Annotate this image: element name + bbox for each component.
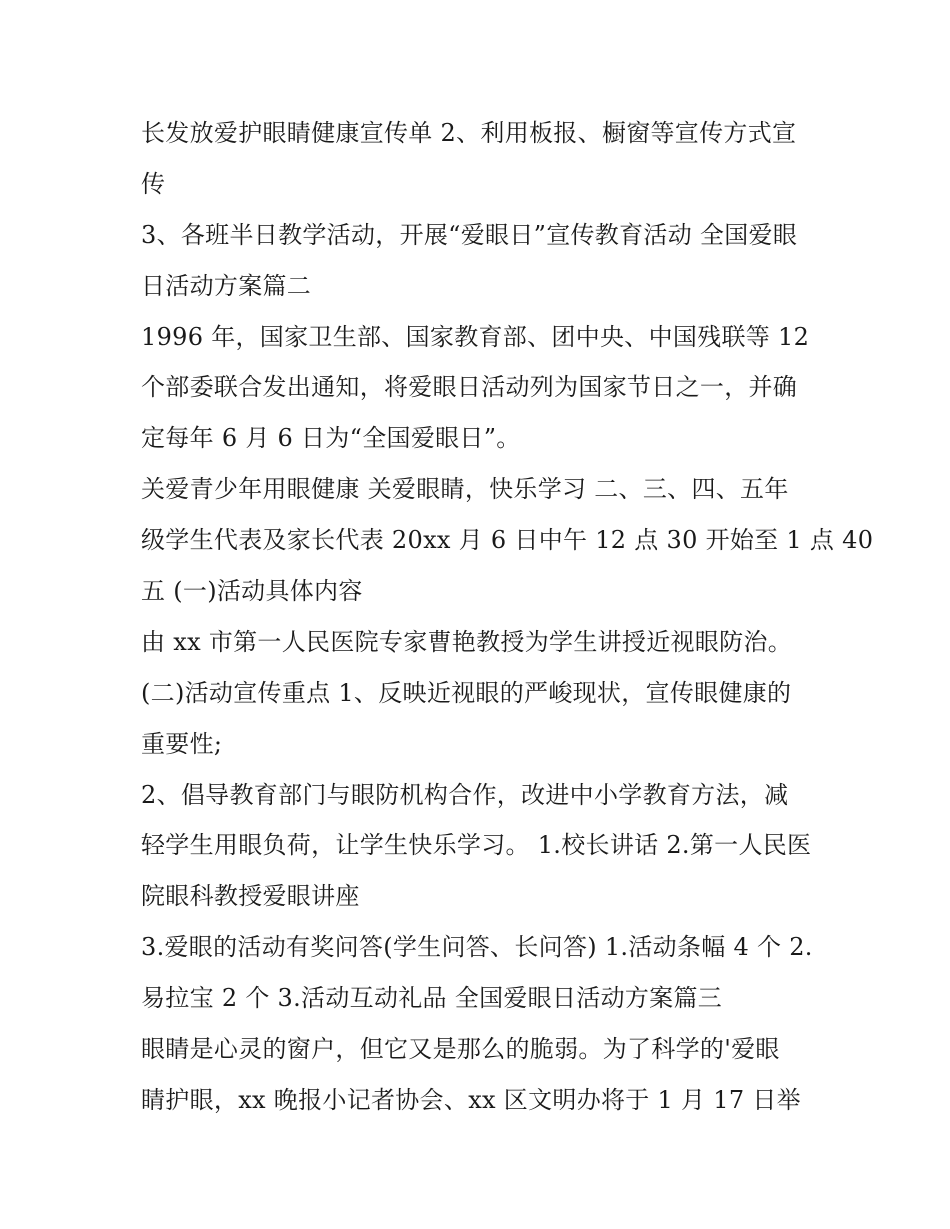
text-line: 1996 年，国家卫生部、国家教育部、团中央、中国残联等 12 xyxy=(141,322,810,351)
text-line: 定每年 6 月 6 日为“全国爱眼日”。 xyxy=(141,424,521,453)
text-line: 重要性; xyxy=(141,729,223,758)
text-line: 传 xyxy=(141,169,166,198)
text-line: 长发放爱护眼睛健康宣传单 2、利用板报、橱窗等宣传方式宣 xyxy=(141,119,797,147)
text-line: 2、倡导教育部门与眼防机构合作，改进中小学教育方法，减 xyxy=(141,780,789,809)
text-line: 日活动方案篇二 xyxy=(141,271,312,300)
text-line: 关爱青少年用眼健康 关爱眼睛，快乐学习 二、三、四、五年 xyxy=(141,475,789,504)
text-line: 3.爱眼的活动有奖问答(学生问答、长问答) 1.活动条幅 4 个 2. xyxy=(141,933,813,962)
text-line: 级学生代表及家长代表 20xx 月 6 日中午 12 点 30 开始至 1 点 40 xyxy=(141,526,874,555)
text-line: 轻学生用眼负荷，让学生快乐学习。 1.校长讲话 2.第一人民医 xyxy=(141,831,812,860)
document-body xyxy=(141,108,874,1126)
text-line: 睛护眼，xx 晚报小记者协会、xx 区文明办将于 1 月 17 日举 xyxy=(141,1085,801,1114)
text-line: (二)活动宣传重点 1、反映近视眼的严峻现状，宣传眼健康的 xyxy=(141,678,792,707)
text-line: 眼睛是心灵的窗户，但它又是那么的脆弱。为了科学的'爱眼 xyxy=(141,1035,780,1064)
text-line: 3、各班半日教学活动，开展“爱眼日”宣传教育活动 全国爱眼 xyxy=(141,220,798,249)
text-line: 个部委联合发出通知，将爱眼日活动列为国家节日之一，并确 xyxy=(141,373,798,402)
text-line: 五 (一)活动具体内容 xyxy=(141,577,363,606)
text-line: 由 xx 市第一人民医院专家曹艳教授为学生讲授近视眼防治。 xyxy=(141,627,793,656)
text-line: 易拉宝 2 个 3.活动互动礼品 全国爱眼日活动方案篇三 xyxy=(141,984,723,1013)
text-line: 院眼科教授爱眼讲座 xyxy=(141,882,360,911)
